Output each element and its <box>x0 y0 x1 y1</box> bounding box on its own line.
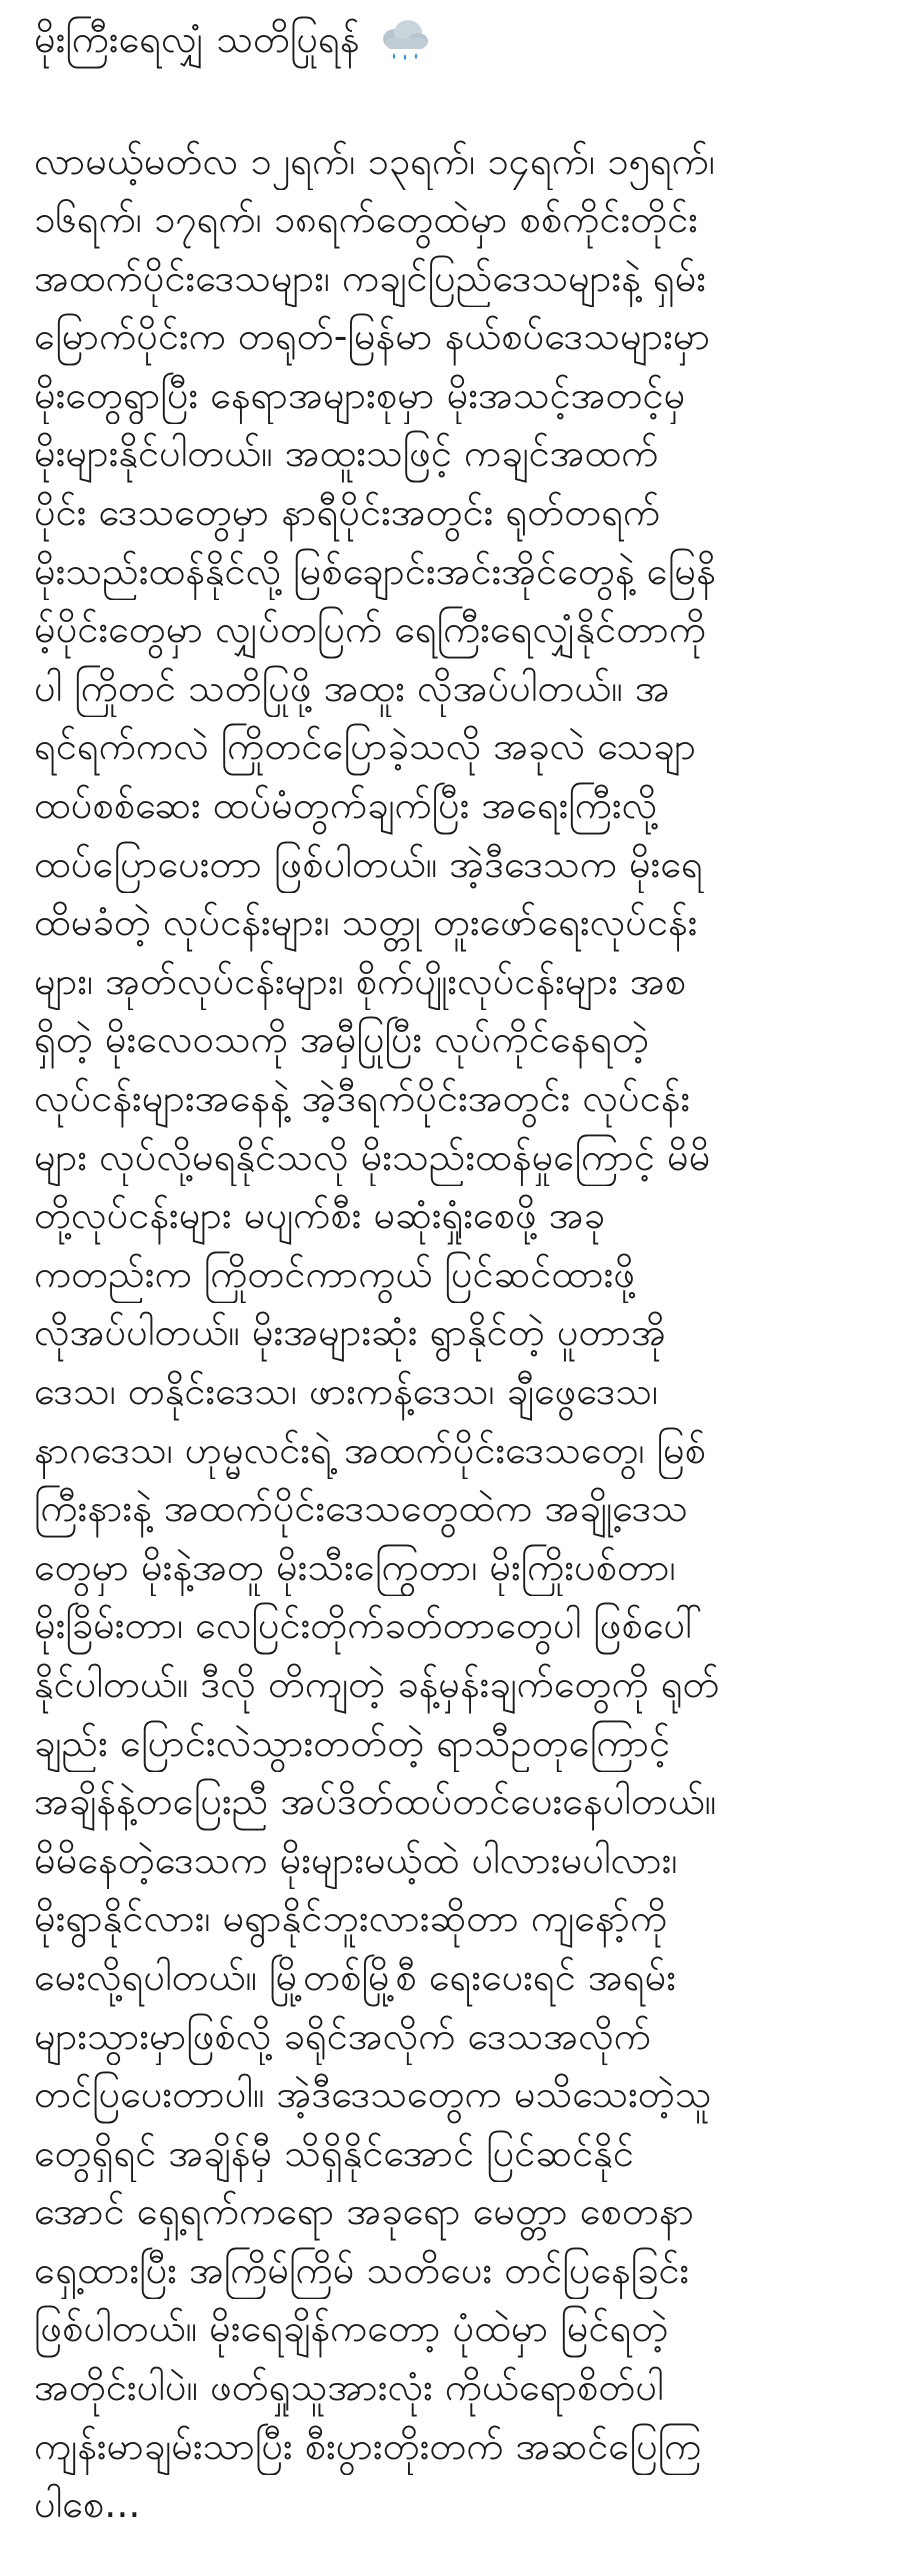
post-body-line: မိုးခြိမ်းတာ၊ လေပြင်းတိုက်ခတ်တာတွေပါ ဖြစ်ပေါ် <box>34 1603 703 1648</box>
post-body-line: တို့လုပ်ငန်းများ မပျက်စီး မဆုံးရှုံးစေဖို့ အခု <box>34 1193 606 1238</box>
post-body-line: နာဂဒေသ၊ ဟုမ္မလင်းရဲ့ အထက်ပိုင်းဒေသတွေ၊ မြစ် <box>34 1427 707 1472</box>
cloud-with-rain-icon <box>378 18 430 66</box>
post-body-line: တင်ပြပေးတာပါ။ အဲ့ဒီဒေသတွေက မသိသေးတဲ့သူ <box>34 2072 712 2117</box>
post-body-line: မေးလို့ရပါတယ်။ မြို့တစ်မြို့စီ ရေးပေးရင် အရမ်း <box>34 1954 676 1999</box>
post-body-line: လိုအပ်ပါတယ်။ မိုးအများဆုံး ရွာနိုင်တဲ့ ပူတာအို <box>34 1310 666 1355</box>
post-body-line: ရှေ့ထားပြီး အကြိမ်ကြိမ် သတိပေး တင်ပြနေခြင်း <box>34 2247 690 2292</box>
post-body-line: မိုးများနိုင်ပါတယ်။ အထူးသဖြင့် ကချင်အထက် <box>34 431 659 476</box>
post-body-line: ကြီးနားနဲ့ အထက်ပိုင်းဒေသတွေထဲက အချို့ဒေသ <box>34 1486 688 1531</box>
post-body-line: ပါစေ... <box>34 2482 141 2527</box>
post-body-line: မိုးသည်းထန်နိုင်လို့ မြစ်ချောင်းအင်းအိုင်တွေနဲ့ မြေနိ <box>34 548 716 593</box>
post-title <box>34 14 882 66</box>
post-body-line: ထိမခံတဲ့ လုပ်ငန်းများ၊ သတ္တု တူးဖော်ရေးလုပ်ငန်း <box>34 900 698 945</box>
post-body-line: အတိုင်းပါပဲ။ ဖတ်ရှုသူအားလုံး ကိုယ်ရောစိတ်ပါ <box>34 2365 664 2410</box>
post-body-line: ထပ်ပြောပေးတာ ဖြစ်ပါတယ်။ အဲ့ဒီဒေသက မိုးရေ <box>34 841 703 886</box>
post-body-line: မ့်ပိုင်းတွေမှာ လျှပ်တပြက် ရေကြီးရေလျှံနိုင်တာကို <box>34 607 707 652</box>
post-body-line: နိုင်ပါတယ်။ ဒီလို တိကျတဲ့ ခန့်မှန်းချက်တွေကို ရုတ် <box>34 1661 720 1706</box>
post-body-line: မိုးတွေရွာပြီး နေရာအများစုမှာ မိုးအသင့်အတင့်မှ <box>34 372 686 417</box>
post-body-line: ဒေသ၊ တနိုင်းဒေသ၊ ဖားကန့်ဒေသ၊ ချီဖွေဒေသ၊ <box>34 1368 659 1413</box>
post-body-line: အောင် ရှေ့ရက်ကရော အခုရော မေတ္တာ စေတနာ <box>34 2189 695 2234</box>
post-body-line: အချိန်နဲ့တပြေးညီ အပ်ဒိတ်ထပ်တင်ပေးနေပါတယ်။ <box>34 1779 717 1824</box>
post-body-line: လုပ်ငန်းများအနေနဲ့ အဲ့ဒီရက်ပိုင်းအတွင်း လုပ်ငန်း <box>34 1076 691 1120</box>
post-body-line: ထပ်စစ်ဆေး ထပ်မံတွက်ချက်ပြီး အရေးကြီးလို့ <box>34 783 658 828</box>
post-body-line: ကျန်းမာချမ်းသာပြီး စီးပွားတိုးတက် အဆင်ပြေကြ <box>34 2423 702 2468</box>
post-body-line: ၁၆ရက်၊ ၁၇ရက်၊ ၁၈ရက်တွေထဲမှာ စစ်ကိုင်းတိုင်း <box>34 197 698 242</box>
post-body-line: ပိုင်း ဒေသတွေမှာ နာရီပိုင်းအတွင်း ရုတ်တရက် <box>34 490 661 535</box>
post-body-line: ဖြစ်ပါတယ်။ မိုးရေချိန်ကတော့ ပုံထဲမှာ မြင်ရတဲ့ <box>34 2306 669 2351</box>
post-body <box>34 132 882 2534</box>
post-body-line: ရင်ရက်ကလဲ ကြိုတင်ပြောခဲ့သလို အခုလဲ သေချာ <box>34 724 697 769</box>
post-body-line: မြောက်ပိုင်းက တရုတ်-မြန်မာ နယ်စပ်ဒေသများမှာ <box>34 314 711 359</box>
post-body-line: များ၊ အုတ်လုပ်ငန်းများ၊ စိုက်ပျိုးလုပ်ငန်းများ အစ <box>34 958 687 1003</box>
post-body-line: တွေရှိရင် အချိန်မှီ သိရှိနိုင်အောင် ပြင်ဆင်နိုင် <box>34 2130 634 2175</box>
post-body-line: မိမိနေတဲ့ဒေသက မိုးများမယ့်ထဲ ပါလားမပါလား၊ <box>34 1837 678 1882</box>
post-body-line: မိုးရွာနိုင်လား၊ မရွာနိုင်ဘူးလားဆိုတာ ကျနော့်ကို <box>34 1896 668 1941</box>
post-body-line: အထက်ပိုင်းဒေသများ၊ ကချင်ပြည်ဒေသများနဲ့ ရှမ်း <box>34 255 707 300</box>
post-body-line: ပါ ကြိုတင် သတိပြုဖို့ အထူး လိုအပ်ပါတယ်။ အ <box>34 665 670 710</box>
post-body-line: များသွားမှာဖြစ်လို့ ခရိုင်အလိုက် ဒေသအလိုက် <box>34 2013 651 2058</box>
post-body-line: လာမယ့်မတ်လ ၁၂ရက်၊ ၁၃ရက်၊ ၁၄ရက်၊ ၁၅ရက်၊ <box>34 138 715 183</box>
post-body-line: ရှိတဲ့ မိုးလေဝသကို အမှီပြုပြီး လုပ်ကိုင်နေရတဲ့ <box>34 1017 649 1062</box>
post-body-line: တွေမှာ မိုးနဲ့အတူ မိုးသီးကြွေတာ၊ မိုးကြိုးပစ်တာ၊ <box>34 1544 676 1589</box>
post-body-line: များ လုပ်လို့မရနိုင်သလို မိုးသည်းထန်မှုကြောင့် မိမိ <box>34 1134 711 1179</box>
post-body-line: ကတည်းက ကြိုတင်ကာကွယ် ပြင်ဆင်ထားဖို့ <box>34 1251 636 1296</box>
post-title-text: မိုးကြီးရေလျှံ သတိပြုရန် <box>34 17 360 61</box>
post-body-line: ချည်း ပြောင်းလဲသွားတတ်တဲ့ ရာသီဥတုကြောင့် <box>34 1720 671 1765</box>
